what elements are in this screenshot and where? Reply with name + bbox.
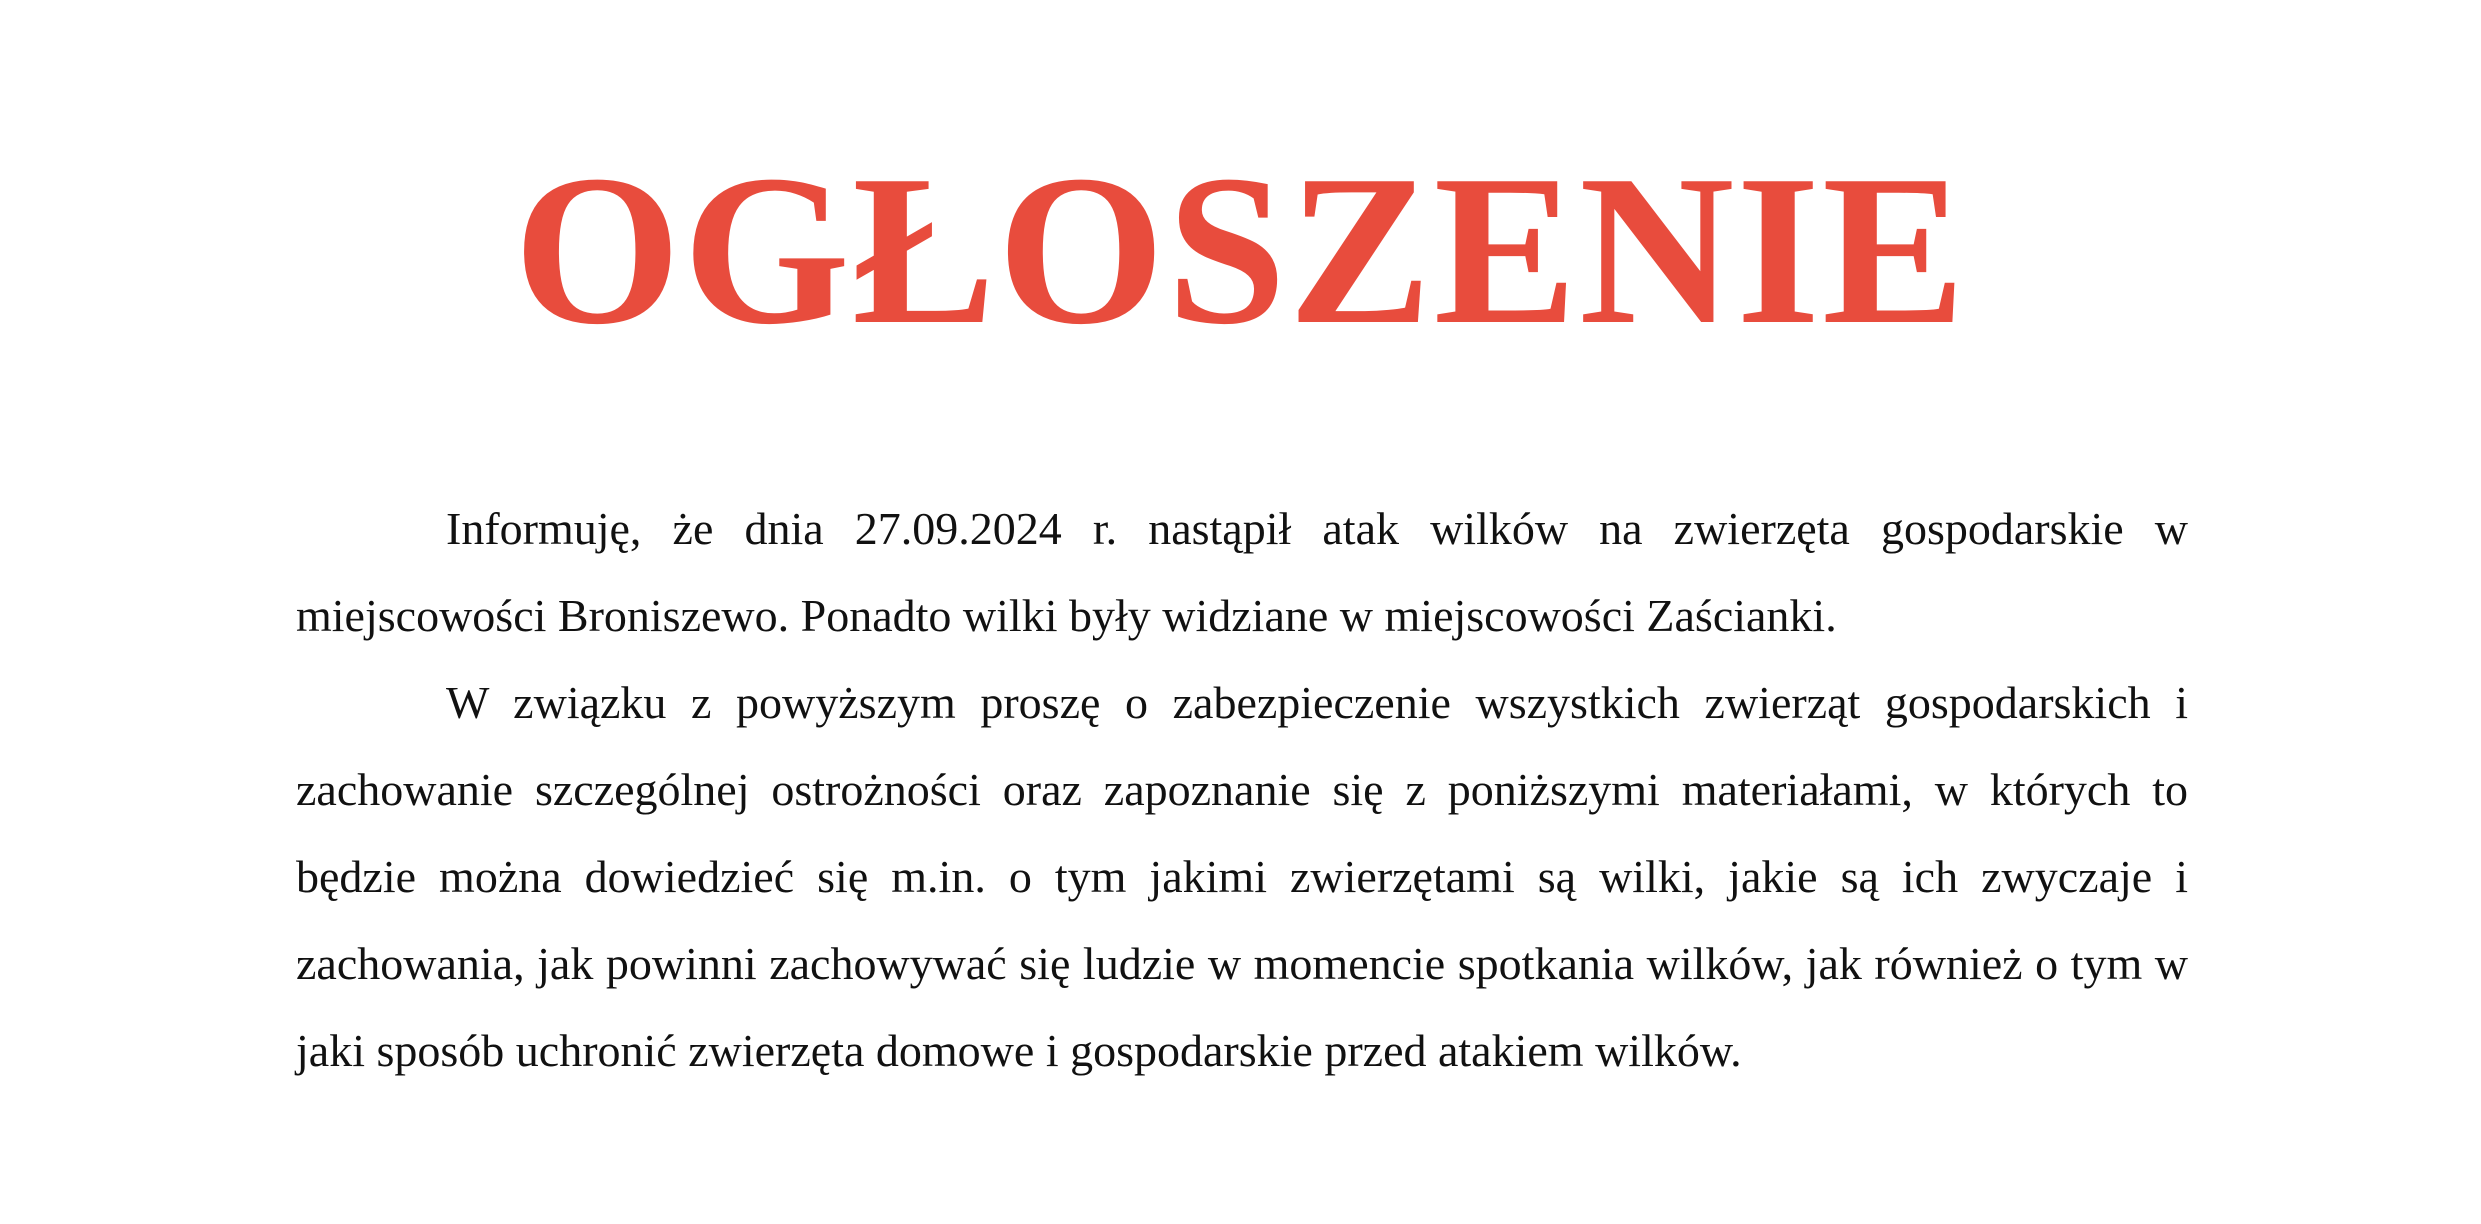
announcement-body <box>296 485 2188 1094</box>
paragraph-safety-instructions: W związku z powyższym proszę o zabezpieczenie wszystkich zwierząt gospodarskich i zachowanie szczególnej ostrożności oraz zapoznanie się z poniższymi materiałami, w których to będzie można dowiedzieć się m.in. o tym jakimi zwierzętami są wilki, jakie są ich zwyczaje i zachowania, jak powinni zachowywać się ludzie w momencie spotkania wilków, jak również o tym w jaki sposób uchronić zwierzęta domowe i gospodarskie przed atakiem wilków. <box>296 677 2188 1076</box>
paragraph-attack-info: Informuję, że dnia 27.09.2024 r. nastąpił atak wilków na zwierzęta gospodarskie w miejscowości Broniszewo. Ponadto wilki były widziane w miejscowości Zaścianki. <box>296 503 2188 641</box>
announcement-title: OGŁOSZENIE <box>513 130 1968 369</box>
